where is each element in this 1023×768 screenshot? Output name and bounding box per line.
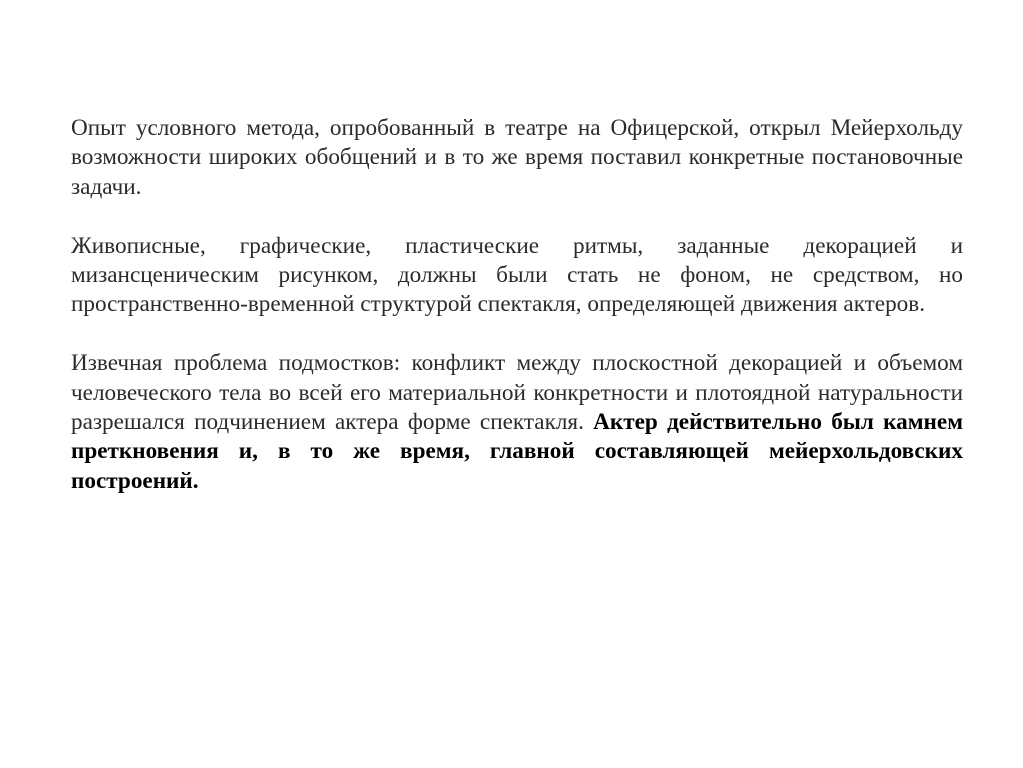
paragraph-1 bbox=[71, 114, 963, 202]
paragraph-3-text: Извечная проблема подмостков: конфликт между плоскостной декорацией и объемом человеческого тела во всей его материальной конкретности и плотоядной натуральности разрешался подчинением актера форме спектакля. bbox=[71, 350, 963, 436]
paragraph-2 bbox=[71, 232, 963, 320]
paragraph-1-text: Опыт условного метода, опробованный в театре на Офицерской, открыл Мейерхольду возможности широких обобщений и в то же время поставил конкретные постановочные задачи. bbox=[71, 115, 963, 200]
paragraph-2-text: Живописные, графические, пластические ритмы, заданные декорацией и мизансценическим рисунком, должны были стать не фоном, не средством, но пространственно-временной структурой спектакля, определяющей движения актеров. bbox=[71, 232, 963, 318]
slide-body bbox=[71, 114, 963, 496]
paragraph-3 bbox=[71, 349, 963, 496]
paragraph-3-bold-text: Актер действительно был камнем преткновения и, в то же время, главной составляющей мейерхольдовских построений. bbox=[71, 409, 963, 494]
